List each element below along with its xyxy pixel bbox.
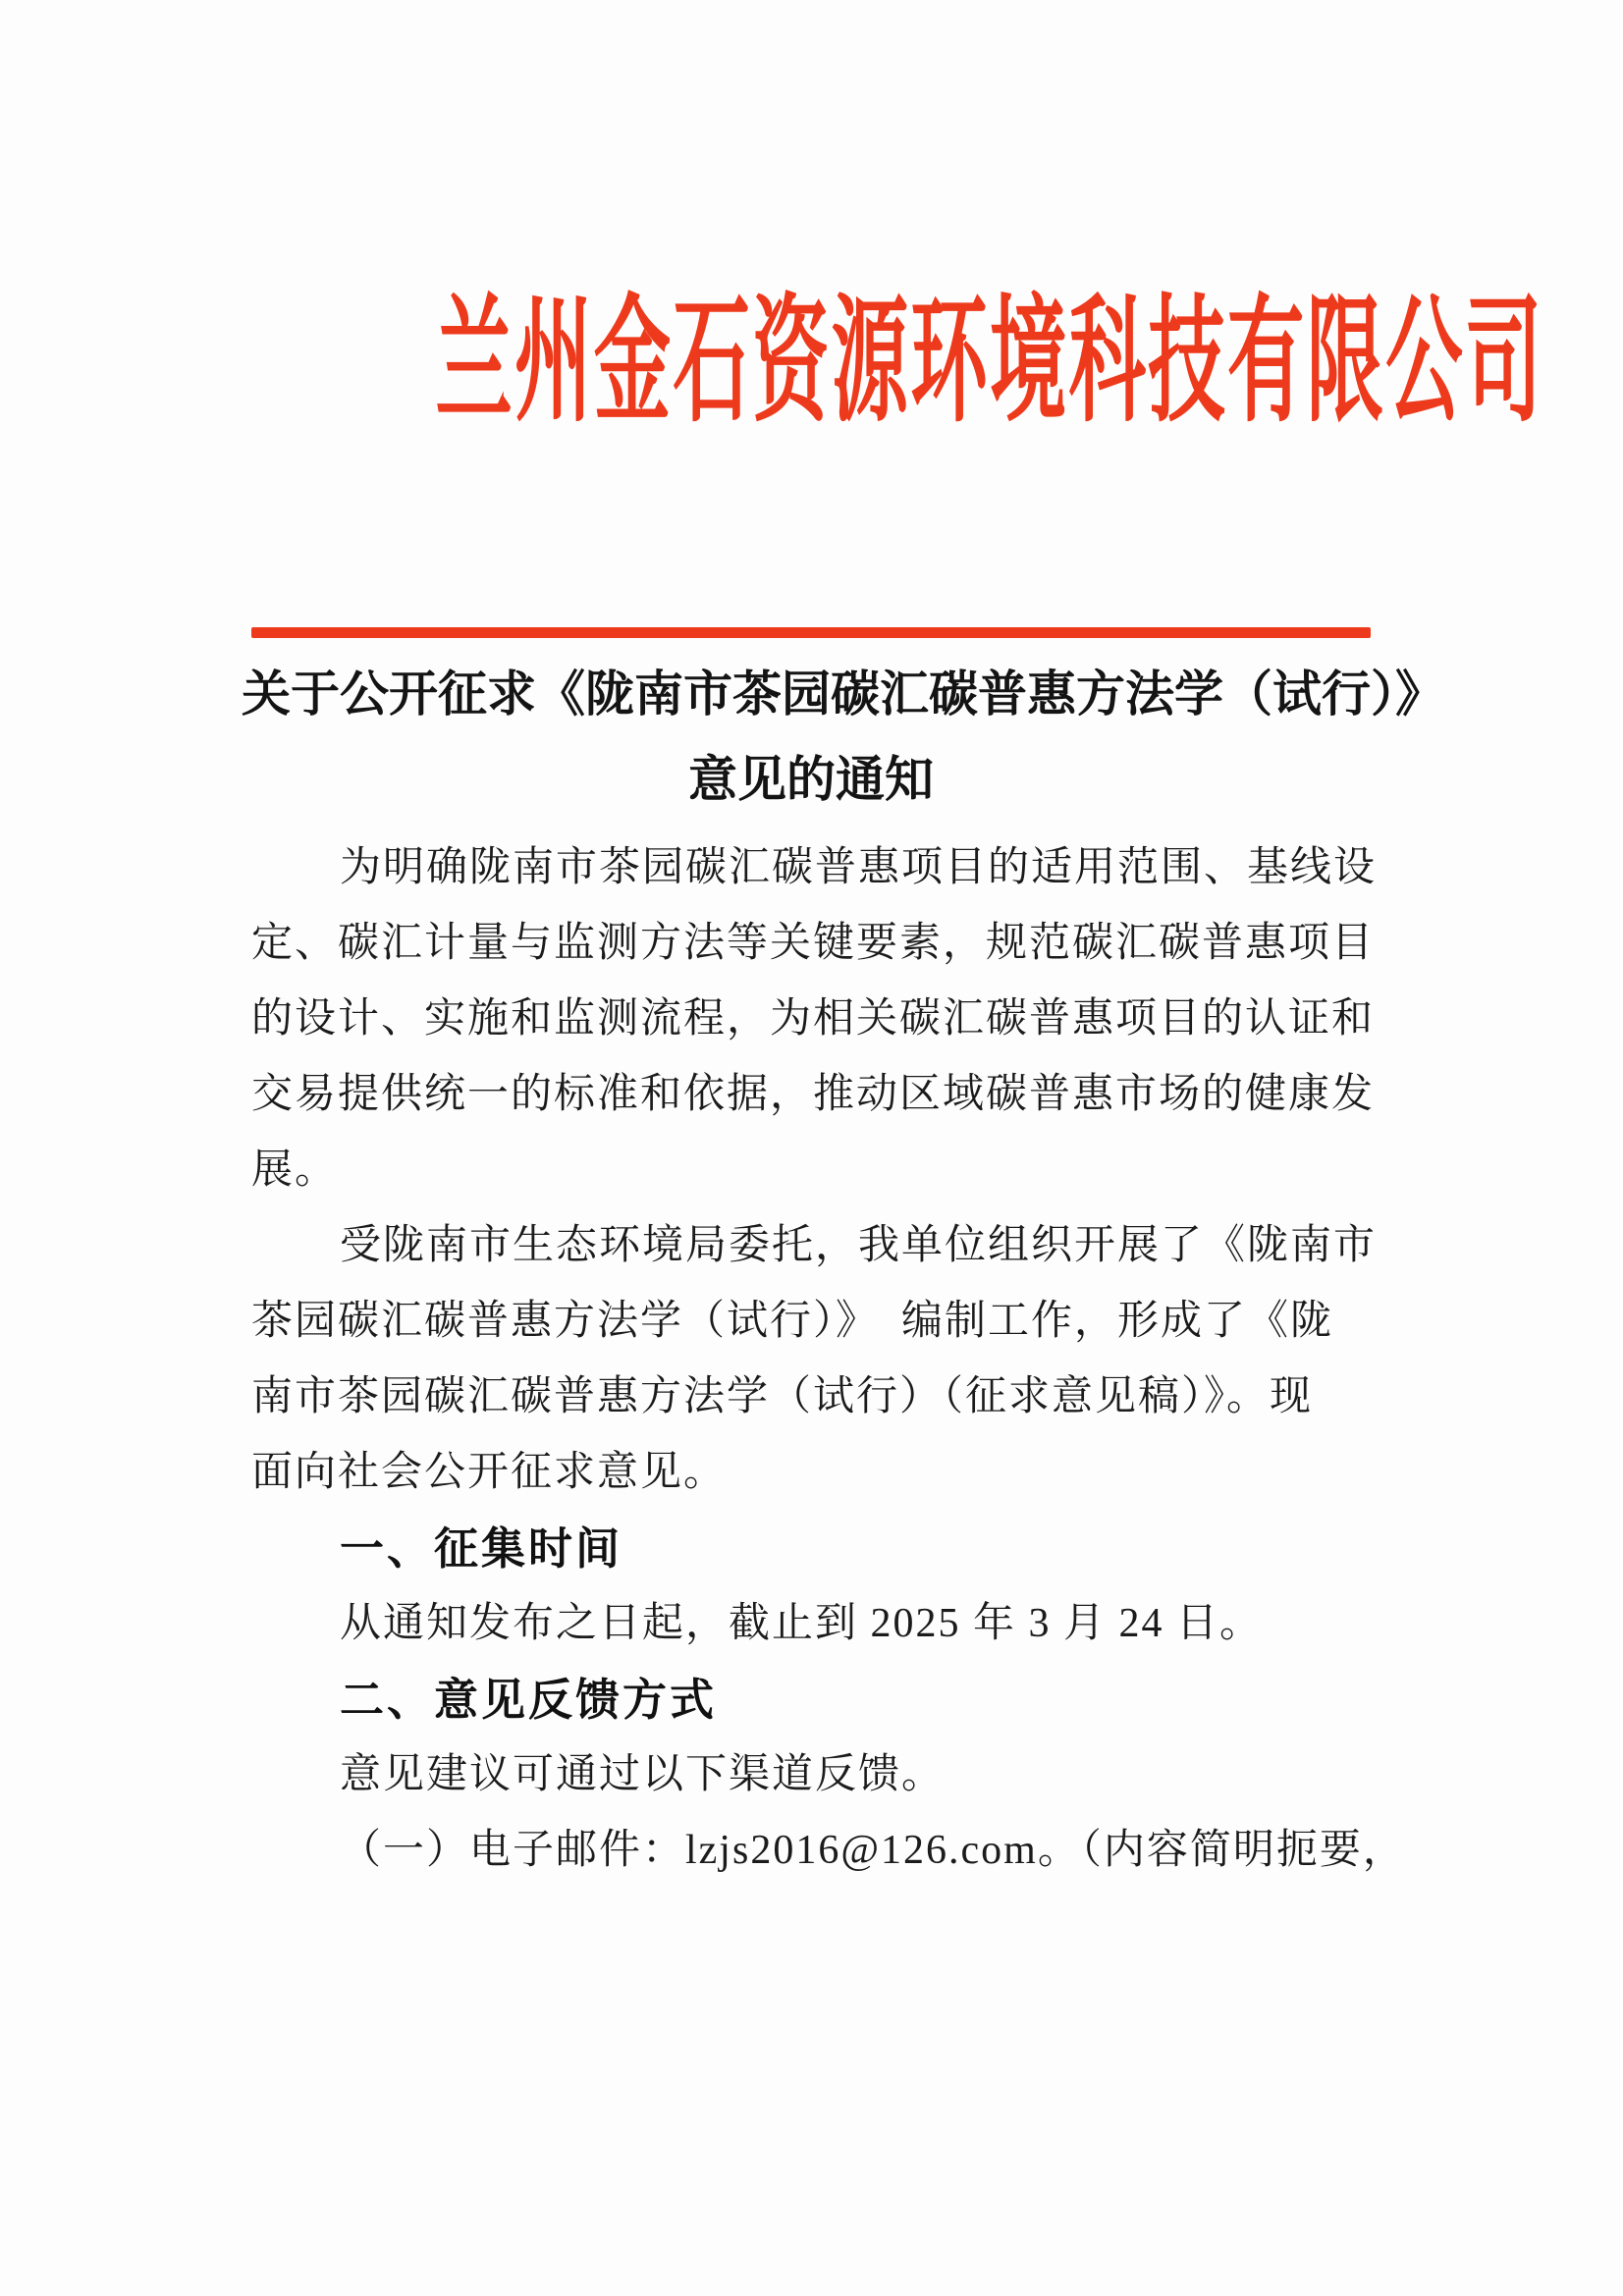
section-2-line: 意见建议可通过以下渠道反馈。 [340, 1752, 946, 1797]
company-name: 兰州金石资源环境科技有限公司 [435, 287, 1544, 439]
paragraph2-line: 受陇南市生态环境局委托，我单位组织开展了《陇南市 [340, 1223, 1378, 1268]
company-letterhead [0, 287, 1623, 439]
paragraph2-line: 南市茶园碳汇碳普惠方法学（试行）（征求意见稿）》。现 [251, 1374, 1314, 1419]
letterhead-divider-line [251, 627, 1371, 638]
paragraph1-line: 定、碳汇计量与监测方法等关键要素，规范碳汇碳普惠项目 [251, 921, 1376, 966]
paragraph2-line: 面向社会公开征求意见。 [251, 1450, 728, 1495]
document-title [242, 652, 1444, 823]
document-title-line-1: 关于公开征求《陇南市茶园碳汇碳普惠方法学（试行）》 [242, 667, 1444, 721]
paragraph1-line: 为明确陇南市茶园碳汇碳普惠项目的适用范围、基线设 [340, 845, 1378, 890]
section-1-body-line: 从通知发布之日起，截止到 2025 年 3 月 24 日。 [340, 1601, 1264, 1646]
paragraph1-line: 交易提供统一的标准和依据，推动区域碳普惠市场的健康发 [251, 1072, 1376, 1117]
section-2-line-email: （一）电子邮件：lzjs2016@126.com。（内容简明扼要， [340, 1828, 1406, 1873]
paragraph2-line: 茶园碳汇碳普惠方法学（试行）》 编制工作，形成了《陇 [251, 1299, 1334, 1344]
document-title-line-2: 意见的通知 [688, 752, 934, 807]
section-2-heading: 二、意见反馈方式 [340, 1675, 718, 1725]
paragraph1-line: 展。 [251, 1148, 339, 1193]
paragraph1-line: 的设计、实施和监测流程，为相关碳汇碳普惠项目的认证和 [251, 996, 1376, 1041]
notice-body [251, 830, 1406, 1889]
section-1-heading: 一、征集时间 [340, 1523, 623, 1574]
